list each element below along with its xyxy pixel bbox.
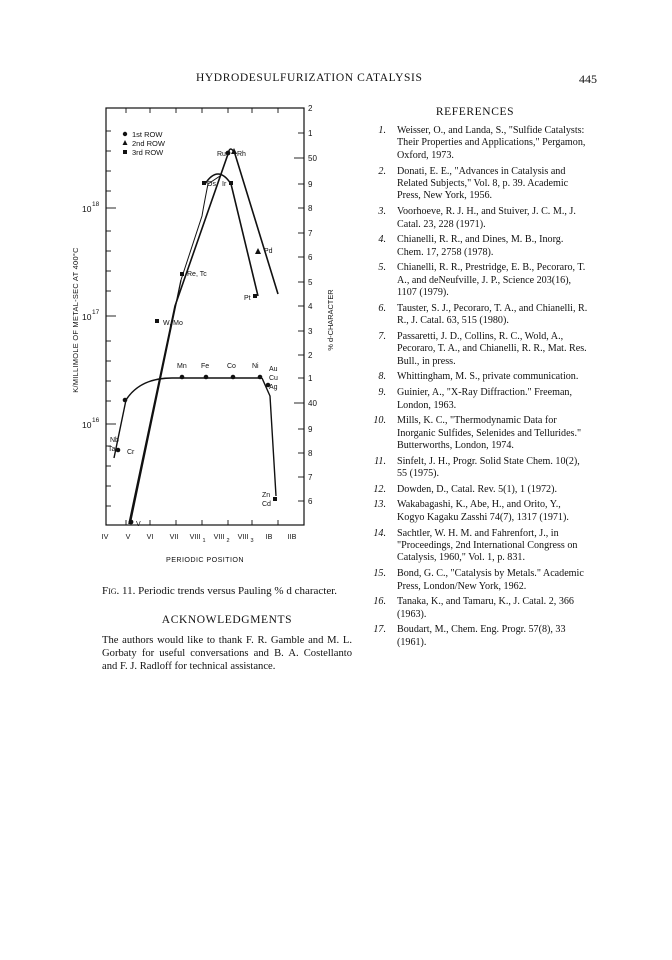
svg-text:2: 2 xyxy=(226,538,230,544)
y-tick-exponent: 17 xyxy=(92,309,100,316)
svg-text:IIB: IIB xyxy=(287,532,297,541)
legend-entry: 3rd ROW xyxy=(132,148,164,157)
reference-item: 9. Guinier, A., "X-Ray Diffraction." Freeman, London, 1963. xyxy=(378,387,572,411)
reference-item: 3. Voorhoeve, R. J. H., and Stuiver, J. C. M., J. Catal. 23, 228 (1971). xyxy=(378,206,576,230)
legend-circle-marker xyxy=(123,132,127,136)
y-tick-label: 10 xyxy=(82,204,92,214)
svg-text:Cd: Cd xyxy=(262,501,271,508)
y2-tick-label: 9 xyxy=(308,425,313,434)
legend xyxy=(123,130,166,157)
y2-tick-label: 1 xyxy=(308,129,313,138)
svg-text:Au: Au xyxy=(269,366,278,373)
y2-tick-label: 8 xyxy=(308,449,313,458)
svg-text:Rh: Rh xyxy=(237,151,246,158)
y2-tick-label: 2 xyxy=(308,351,313,360)
reference-item: 1. Weisser, O., and Landa, S., "Sulfide Catalysts: Their Properties and Applications," Pergamon, Oxford, 1973. xyxy=(378,125,586,161)
svg-text:Ni: Ni xyxy=(252,363,259,370)
y2-tick-label: 8 xyxy=(308,204,313,213)
right-axis-ticks xyxy=(294,108,304,501)
y-axis-label: K/MILLIMOLE OF METAL-SEC AT 400°C xyxy=(71,247,80,393)
y-tick-exponent: 16 xyxy=(92,417,100,424)
figure-periodic-trends xyxy=(71,96,350,576)
running-head xyxy=(0,72,672,88)
svg-text:VIII: VIII xyxy=(189,532,201,541)
first-row-curve xyxy=(114,378,262,458)
svg-text:Ru: Ru xyxy=(217,151,226,158)
reference-item: 12. Dowden, D., Catal. Rev. 5(1), 1 (1972). xyxy=(373,483,557,495)
y2-tick-label: 40 xyxy=(308,399,317,408)
acknowledgments-text: The authors would like to thank F. R. Gamble and M. L. Gorbaty for useful conversations and B. A. Costellanto and F. J. Radloff for technical assistance. xyxy=(102,635,352,672)
caption-text: Periodic trends versus Pauling % d character. xyxy=(138,585,338,597)
reference-item: 13. Wakabagashi, K., Abe, H., and Orito, Y., Kogyo Kagaku Zasshi 74(7), 1317 (1971). xyxy=(373,499,569,523)
svg-text:3: 3 xyxy=(250,538,254,544)
y2-tick-label: 7 xyxy=(308,473,313,482)
acknowledgments-heading: ACKNOWLEDGMENTS xyxy=(161,614,293,626)
reference-item: 7. Passaretti, J. D., Collins, R. C., Wold, A., Pecoraro, T. A., and Chianelli, R. R., Mat. Res. Bull., in press. xyxy=(378,330,587,367)
svg-text:VII: VII xyxy=(169,532,179,541)
svg-text:V: V xyxy=(136,521,141,528)
svg-text:Cr: Cr xyxy=(127,449,135,456)
bottom-axis-ticks xyxy=(126,520,278,525)
reference-item: 6. Tauster, S. J., Pecoraro, T. A., and Chianelli, R. R., J. Catal. 63, 515 (1980). xyxy=(378,302,588,327)
y2-tick-label: 9 xyxy=(308,180,313,189)
svg-text:Nb: Nb xyxy=(110,437,119,444)
y2-tick-label: 5 xyxy=(308,278,313,287)
svg-text:Ag: Ag xyxy=(269,384,278,391)
reference-item: 17. Boudart, M., Chem. Eng. Progr. 57(8), 33 (1961). xyxy=(373,624,566,648)
reference-item: 11. Sinfelt, J. H., Progr. Solid State Chem. 10(2), 55 (1975). xyxy=(374,455,580,480)
reference-item: 5. Chianelli, R. R., Prestridge, E. B., Pecoraro, T. A., and deNeufville, J. P., Science 203(16), 1107 (1979). xyxy=(378,262,586,299)
svg-text:Os: Os xyxy=(207,181,216,188)
y2-axis-label: % d-CHARACTER xyxy=(326,289,335,351)
legend-triangle-marker xyxy=(123,140,128,145)
y2-tick-label: 7 xyxy=(308,229,313,238)
x-tick-labels xyxy=(102,532,297,544)
reference-item: 2. Donati, E. E., "Advances in Catalysis and Related Subjects," Vol. 8, p. 39. Academic Press, New York, 1956. xyxy=(378,165,569,202)
svg-text:Ir: Ir xyxy=(222,181,227,188)
data-points xyxy=(116,148,277,524)
y2-tick-label: 6 xyxy=(308,253,313,262)
y2-tick-label: 2 xyxy=(308,104,313,113)
svg-text:Pd: Pd xyxy=(264,248,273,255)
caption-prefix: Fig. 11. xyxy=(102,585,136,597)
svg-text:VIII: VIII xyxy=(213,532,225,541)
svg-text:Ta: Ta xyxy=(108,446,116,453)
y-tick-label: 10 xyxy=(82,420,92,430)
reference-item: 14. Sachtler, W. H. M. and Fahrenfort, J., in "Proceedings, 2nd International Congress on Catalysis, 1960," Vol. 1, p. 831. xyxy=(373,527,578,564)
y2-tick-label: 50 xyxy=(308,154,317,163)
reference-item: 10. Mills, K. C., "Thermodynamic Data for Inorganic Sulfides, Selenides and Tellurides." Butterworths, London, 1974. xyxy=(373,415,582,452)
y-tick-exponent: 18 xyxy=(92,201,100,208)
first-row-curve-tail xyxy=(262,378,276,496)
running-title: HYDRODESULFURIZATION CATALYSIS xyxy=(196,72,423,84)
page-number: 445 xyxy=(579,72,597,86)
svg-text:W, Mo: W, Mo xyxy=(163,320,183,327)
inner-curve xyxy=(205,174,258,296)
top-axis-ticks xyxy=(126,108,278,113)
svg-text:Fe: Fe xyxy=(201,363,210,370)
legend-entry: 2nd ROW xyxy=(132,139,165,148)
svg-text:IB: IB xyxy=(265,532,273,541)
svg-text:Re, Tc: Re, Tc xyxy=(187,271,207,278)
y2-tick-label: 1 xyxy=(308,374,313,383)
x-axis-label: PERIODIC POSITION xyxy=(166,555,244,564)
y2-tick-label: 6 xyxy=(308,497,313,506)
figure-caption xyxy=(102,584,352,598)
references-heading: REFERENCES xyxy=(435,106,515,118)
y2-tick-label: 3 xyxy=(308,327,313,336)
reference-item: 8. Whittingham, M. S., private communication. xyxy=(378,371,579,383)
legend-square-marker xyxy=(123,150,127,154)
point-labels xyxy=(108,151,278,528)
svg-text:Mn: Mn xyxy=(177,363,187,370)
svg-text:V: V xyxy=(125,532,131,541)
svg-text:IV: IV xyxy=(101,532,109,541)
svg-text:Co: Co xyxy=(227,363,236,370)
svg-text:VIII: VIII xyxy=(237,532,249,541)
reference-item: 15. Bond, G. C., "Catalysis by Metals." Academic Press, London/New York, 1962. xyxy=(373,568,584,592)
legend-entry: 1st ROW xyxy=(132,130,163,139)
svg-text:1: 1 xyxy=(202,538,206,544)
svg-text:Cu: Cu xyxy=(269,375,278,382)
y-tick-label: 10 xyxy=(82,312,92,322)
w-mo-curve xyxy=(131,280,181,520)
svg-text:Pt: Pt xyxy=(244,295,251,302)
y2-tick-label: 4 xyxy=(308,302,313,311)
svg-text:VI: VI xyxy=(146,532,154,541)
reference-item: 16. Tanaka, K., and Tamaru, K., J. Catal. 2, 366 (1963). xyxy=(373,596,574,620)
reference-item: 4. Chianelli, R. R., and Dines, M. B., Inorg. Chem. 17, 2758 (1978). xyxy=(378,234,564,258)
svg-text:Zn: Zn xyxy=(262,492,271,499)
references-list xyxy=(366,125,590,652)
curves xyxy=(114,149,278,524)
